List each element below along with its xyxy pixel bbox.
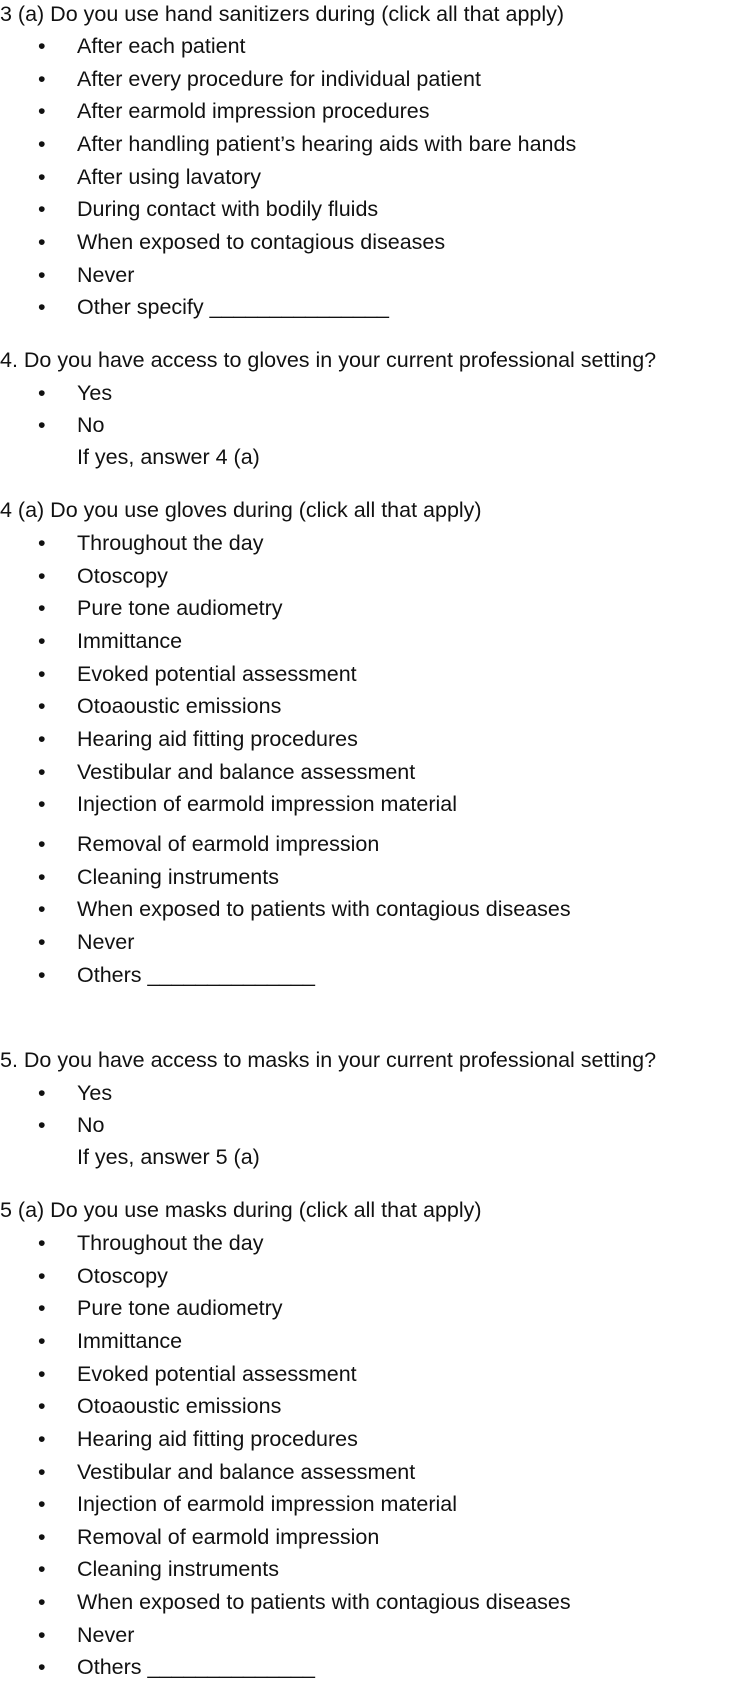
- q5a-option[interactable]: Hearing aid fitting procedures: [77, 1427, 358, 1451]
- q3a-option[interactable]: After every procedure for individual patient: [77, 67, 481, 91]
- bullet-icon: •: [38, 662, 46, 686]
- bullet-icon: •: [38, 1427, 46, 1451]
- q4a-option[interactable]: When exposed to patients with contagious diseases: [77, 897, 571, 921]
- bullet-icon: •: [38, 1655, 46, 1679]
- bullet-icon: •: [38, 629, 46, 653]
- bullet-icon: •: [38, 230, 46, 254]
- q5a-option[interactable]: Immittance: [77, 1329, 183, 1353]
- question-4: 4. Do you have access to gloves in your current professional setting?: [0, 348, 657, 372]
- q5a-option[interactable]: Injection of earmold impression material: [77, 1492, 457, 1516]
- q4a-option[interactable]: Evoked potential assessment: [77, 662, 357, 686]
- bullet-icon: •: [38, 760, 46, 784]
- bullet-icon: •: [38, 1264, 46, 1288]
- q5-option-yes[interactable]: Yes: [77, 1081, 113, 1105]
- bullet-icon: •: [38, 67, 46, 91]
- bullet-icon: •: [38, 99, 46, 123]
- q5a-option[interactable]: Throughout the day: [77, 1231, 264, 1255]
- q5a-option[interactable]: Vestibular and balance assessment: [77, 1460, 416, 1484]
- q4a-option[interactable]: Removal of earmold impression: [77, 832, 380, 856]
- bullet-icon: •: [38, 132, 46, 156]
- q5a-option[interactable]: Removal of earmold impression: [77, 1525, 380, 1549]
- bullet-icon: •: [38, 1525, 46, 1549]
- bullet-icon: •: [38, 531, 46, 555]
- bullet-icon: •: [38, 930, 46, 954]
- q4a-option[interactable]: Cleaning instruments: [77, 865, 279, 889]
- bullet-icon: •: [38, 1460, 46, 1484]
- q4a-option[interactable]: Hearing aid fitting procedures: [77, 727, 358, 751]
- q3a-option[interactable]: After handling patient’s hearing aids with bare hands: [77, 132, 577, 156]
- q4a-option[interactable]: Throughout the day: [77, 531, 264, 555]
- bullet-icon: •: [38, 381, 46, 405]
- q4a-option[interactable]: Injection of earmold impression material: [77, 792, 457, 816]
- bullet-icon: •: [38, 792, 46, 816]
- bullet-icon: •: [38, 564, 46, 588]
- bullet-icon: •: [38, 263, 46, 287]
- q4a-option-other[interactable]: Others ______________: [77, 963, 315, 987]
- bullet-icon: •: [38, 897, 46, 921]
- q5a-option[interactable]: Pure tone audiometry: [77, 1296, 283, 1320]
- bullet-icon: •: [38, 1231, 46, 1255]
- q5a-option[interactable]: Never: [77, 1623, 135, 1647]
- bullet-icon: •: [38, 1557, 46, 1581]
- question-5a: 5 (a) Do you use masks during (click all that apply): [0, 1198, 482, 1222]
- bullet-icon: •: [38, 295, 46, 319]
- q5a-option[interactable]: When exposed to patients with contagious diseases: [77, 1590, 571, 1614]
- q5a-option[interactable]: Evoked potential assessment: [77, 1362, 357, 1386]
- question-4a: 4 (a) Do you use gloves during (click all that apply): [0, 498, 482, 522]
- bullet-icon: •: [38, 1623, 46, 1647]
- bullet-icon: •: [38, 596, 46, 620]
- q5a-option[interactable]: Otoscopy: [77, 1264, 168, 1288]
- q3a-option[interactable]: Never: [77, 263, 135, 287]
- q3a-option[interactable]: After each patient: [77, 34, 246, 58]
- q4-option-no[interactable]: No: [77, 413, 105, 437]
- bullet-icon: •: [38, 1362, 46, 1386]
- bullet-icon: •: [38, 34, 46, 58]
- bullet-icon: •: [38, 165, 46, 189]
- bullet-icon: •: [38, 727, 46, 751]
- q3a-option[interactable]: After using lavatory: [77, 165, 262, 189]
- bullet-icon: •: [38, 1081, 46, 1105]
- q5-note: If yes, answer 5 (a): [77, 1145, 260, 1169]
- bullet-icon: •: [38, 832, 46, 856]
- q4a-option[interactable]: Vestibular and balance assessment: [77, 760, 416, 784]
- q5-option-no[interactable]: No: [77, 1113, 105, 1137]
- bullet-icon: •: [38, 1296, 46, 1320]
- bullet-icon: •: [38, 865, 46, 889]
- q3a-option[interactable]: After earmold impression procedures: [77, 99, 430, 123]
- q3a-option[interactable]: During contact with bodily fluids: [77, 197, 379, 221]
- bullet-icon: •: [38, 1113, 46, 1137]
- bullet-icon: •: [38, 694, 46, 718]
- question-3a: 3 (a) Do you use hand sanitizers during (click all that apply): [0, 2, 565, 26]
- q5a-option[interactable]: Cleaning instruments: [77, 1557, 279, 1581]
- bullet-icon: •: [38, 413, 46, 437]
- bullet-icon: •: [38, 963, 46, 987]
- question-5: 5. Do you have access to masks in your current professional setting?: [0, 1048, 657, 1072]
- q3a-option[interactable]: When exposed to contagious diseases: [77, 230, 446, 254]
- q4-note: If yes, answer 4 (a): [77, 445, 260, 469]
- q4a-option[interactable]: Otoscopy: [77, 564, 168, 588]
- q4a-option[interactable]: Otoaoustic emissions: [77, 694, 282, 718]
- bullet-icon: •: [38, 1394, 46, 1418]
- q4a-option[interactable]: Never: [77, 930, 135, 954]
- q4a-option[interactable]: Immittance: [77, 629, 183, 653]
- bullet-icon: •: [38, 197, 46, 221]
- q5a-option-other[interactable]: Others ______________: [77, 1655, 315, 1679]
- q4a-option[interactable]: Pure tone audiometry: [77, 596, 283, 620]
- bullet-icon: •: [38, 1329, 46, 1353]
- q5a-option[interactable]: Otoaoustic emissions: [77, 1394, 282, 1418]
- q3a-option-other[interactable]: Other specify _______________: [77, 295, 389, 319]
- q4-option-yes[interactable]: Yes: [77, 381, 113, 405]
- bullet-icon: •: [38, 1492, 46, 1516]
- bullet-icon: •: [38, 1590, 46, 1614]
